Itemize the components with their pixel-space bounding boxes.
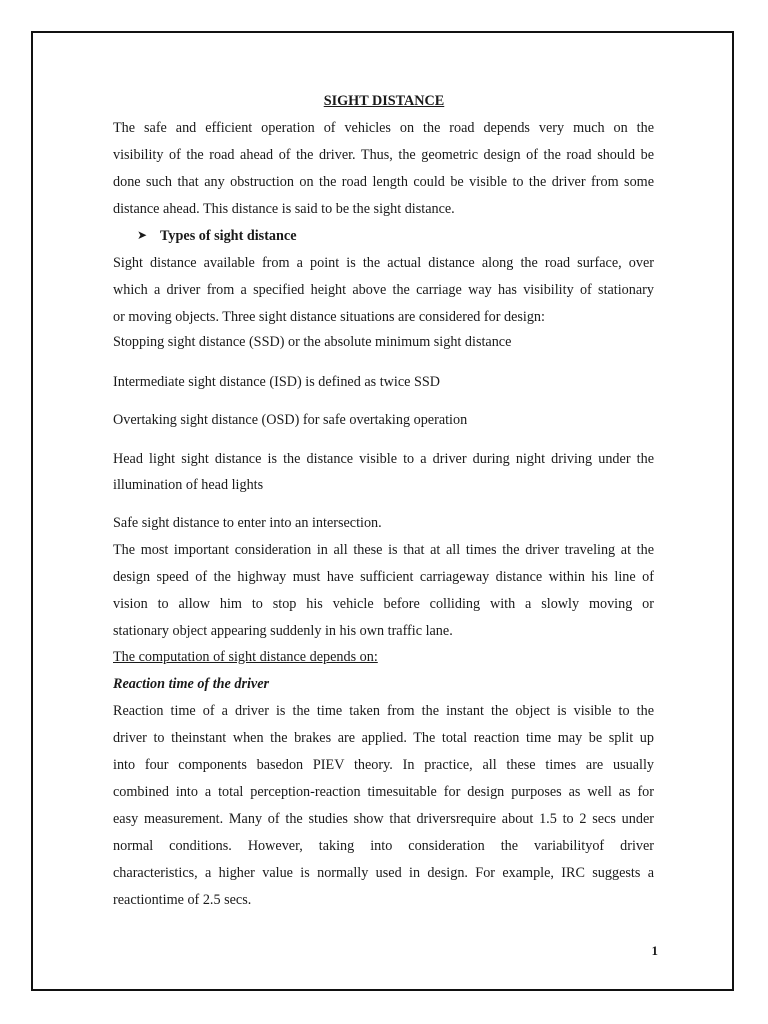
important-line: design speed of the highway must have sufficient carriageway distance within his line of — [113, 569, 654, 585]
reaction-line: Reaction time of a driver is the time taken from the instant the object is visible to the — [113, 703, 654, 719]
intro-line: visibility of the road ahead of the driver. Thus, the geometric design of the road should be — [113, 147, 654, 163]
hsd-line: illumination of head lights — [113, 477, 264, 493]
types-line: Sight distance available from a point is the actual distance along the road surface, over — [113, 255, 654, 271]
osd-line: Overtaking sight distance (OSD) for safe overtaking operation — [113, 412, 468, 428]
important-line: vision to allow him to stop his vehicle before colliding with a slowly moving or — [113, 596, 654, 612]
intersection-line: Safe sight distance to enter into an intersection. — [113, 515, 382, 531]
page-number: 1 — [651, 943, 658, 958]
types-line: or moving objects. Three sight distance situations are considered for design: — [113, 309, 545, 325]
hsd-line: Head light sight distance is the distance visible to a driver during night driving under the — [113, 451, 654, 467]
important-line: stationary object appearing suddenly in his own traffic lane. — [113, 623, 453, 639]
intro-line: distance ahead. This distance is said to be the sight distance. — [113, 201, 455, 217]
reaction-line: reactiontime of 2.5 secs. — [113, 892, 252, 908]
reaction-heading: Reaction time of the driver — [113, 676, 270, 692]
reaction-line: normal conditions. However, taking into consideration the variabilityof driver — [113, 838, 654, 854]
reaction-line: into four components basedon PIEV theory. In practice, all these times are usually — [113, 757, 654, 773]
types-line: which a driver from a specified height above the carriage way has visibility of stationary — [113, 282, 654, 298]
reaction-line: combined into a total perception-reaction timesuitable for design purposes as well as for — [113, 784, 654, 800]
reaction-line: easy measurement. Many of the studies show that driversrequire about 1.5 to 2 secs under — [113, 811, 654, 827]
isd-line: Intermediate sight distance (ISD) is defined as twice SSD — [113, 374, 441, 390]
computation-heading: The computation of sight distance depends on: — [113, 649, 378, 665]
types-heading: Types of sight distance — [160, 228, 297, 244]
ssd-line: Stopping sight distance (SSD) or the absolute minimum sight distance — [113, 334, 512, 350]
important-line: The most important consideration in all these is that at all times the driver traveling at the — [113, 542, 654, 558]
reaction-line: characteristics, a higher value is normally used in design. For example, IRC suggests a — [113, 865, 654, 881]
intro-line: The safe and efficient operation of vehicles on the road depends very much on the — [113, 120, 654, 136]
reaction-line: driver to theinstant when the brakes are applied. The total reaction time may be split up — [113, 730, 654, 746]
arrow-bullet-icon: ➤ — [137, 228, 148, 242]
page-title: SIGHT DISTANCE — [323, 93, 445, 109]
intro-line: done such that any obstruction on the road length could be visible to the driver from some — [113, 174, 654, 190]
